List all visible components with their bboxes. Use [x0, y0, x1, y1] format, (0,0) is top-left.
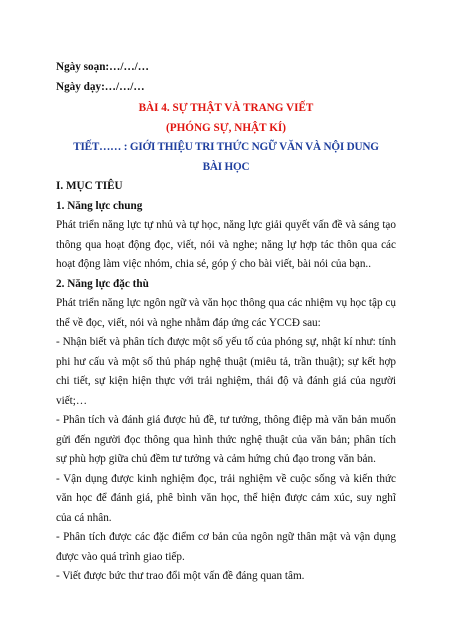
lesson-subtitle: (PHÓNG SỰ, NHẬT KÍ): [166, 121, 286, 134]
bullet-item: - Vận dụng được kinh nghiệm đọc, trải nghiệm về cuộc sống và kiến thức văn học để đánh giá, phê bình văn học, thể hiện được cảm xúc, suy nghĩ của cá nhân.: [56, 472, 396, 524]
paragraph-general: Phát triển năng lực tự nhủ và tự học, năng lực giải quyết vấn đề và sáng tạo thông qua hoạt động đọc, viết, nói và nghe; năng lự hợp tác thôn qua các hoạt động làm việc nhóm, chia sẻ, góp ý cho bài viết, bài nói của bạn..: [56, 219, 396, 270]
bullet-item: - Phân tích và đánh giá được hủ đề, tư tưởng, thông điệp mà văn bản muốn gửi đến người đọc thông qua hình thức nghệ thuật của văn bản; phân tích sự phù hợp giữa chủ đềm tư tưởng và cảm hứng chủ đạo trong văn bản.: [56, 414, 396, 465]
section-heading: I. MỤC TIÊU: [56, 180, 123, 192]
lesson-title: BÀI 4. SỰ THẬT VÀ TRANG VIẾT: [138, 102, 314, 114]
paragraph-specific: Phát triển năng lực ngôn ngữ và văn học thông qua các nhiệm vụ học tập cụ thể về đọc, viết, nói và nghe nhằm đáp ứng các YCCĐ sau:: [56, 297, 396, 329]
date-prepared: Ngày soạn:…/…/…: [56, 61, 149, 73]
date-taught: Ngày dạy:…/…/…: [56, 80, 145, 93]
document-page: [56, 58, 396, 587]
period-title-line1: TIẾT…… : GIỚI THIỆU TRI THỨC NGỮ VĂN VÀ NỘI DUNG: [73, 141, 379, 153]
bullet-item: - Phân tích được các đặc điểm cơ bản của ngôn ngữ thân mật và vận dụng được vào quá trình giao tiếp.: [56, 531, 396, 563]
bullet-item: - Viết được bức thư trao đổi một vấn đề đáng quan tâm.: [56, 570, 305, 582]
subheading-specific: 2. Năng lực đặc thù: [56, 277, 149, 290]
bullet-item: - Nhận biết và phân tích được một số yếu tố của phóng sự, nhật kí như: tính phi hư cấu và một số thủ pháp nghệ thuật (miêu tả, trần thuật); sự kết hợp chi tiết, sự kiện hiện thực với trải nghiệm, thái độ và đánh giá của người viết;…: [56, 336, 396, 407]
period-title-line2: BÀI HỌC: [202, 160, 250, 173]
subheading-general: 1. Năng lực chung: [56, 199, 143, 212]
